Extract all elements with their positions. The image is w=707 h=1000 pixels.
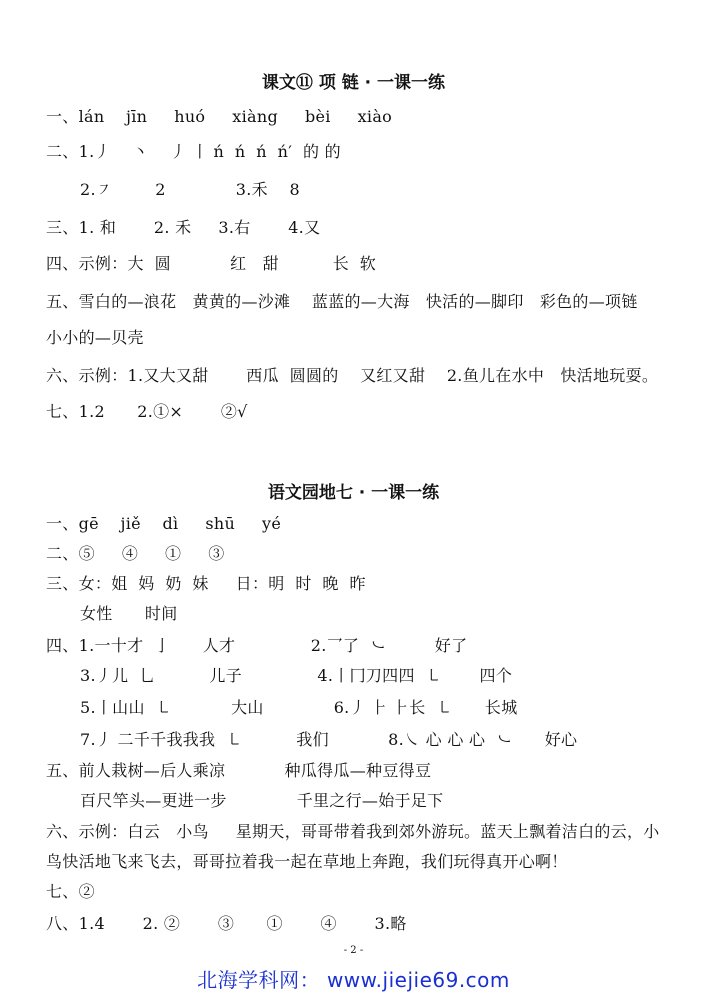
section2-title: 语文园地七 · 一课一练	[267, 483, 440, 503]
answer-line: 七、1.2 2.①× ②√	[46, 402, 248, 421]
page-number: - 2 -	[343, 945, 364, 956]
answer-line: 3.丿儿 乚 儿子 4.丨冂刀四四 ㇄ 四个	[80, 666, 513, 685]
answer-line: 鸟快活地飞来飞去，哥哥拉着我一起在草地上奔跑，我们玩得真开心啊！	[46, 852, 568, 871]
answer-line: 一、gē jiě dì shū yé	[46, 514, 282, 533]
answer-line: 五、前人栽树—后人乘凉 种瓜得瓜—种豆得豆	[46, 761, 432, 780]
answer-line: 二、1.丿 丶 丿 丨 ń ń ń ń′ 的 的	[46, 142, 341, 161]
answer-line: 四、示例：大 圆 红 甜 长 软	[46, 254, 377, 273]
answer-line: 七、②	[46, 882, 95, 901]
answer-line: 女性 时间	[80, 604, 178, 623]
answer-line: 2.㇇ 2 3.禾 8	[80, 180, 300, 199]
answer-line: 五、雪白的—浪花 黄黄的—沙滩 蓝蓝的—大海 快活的—脚印 彩色的—项链	[46, 292, 638, 311]
answer-line: 八、1.4 2. ② ③ ① ④ 3.略	[46, 914, 407, 933]
section1-title: 课文⑪ 项 链 · 一课一练	[261, 73, 446, 93]
answer-line: 六、示例：1.又大又甜 西瓜 圆圆的 又红又甜 2.鱼儿在水中 快活地玩耍。	[46, 366, 659, 385]
answer-line: 小小的—贝壳	[46, 328, 144, 347]
answer-line: 三、1. 和 2. 禾 3.右 4.又	[46, 218, 321, 237]
answer-line: 四、1.一十才 亅 人才 2.乛了 ㇃ 好了	[46, 636, 468, 655]
answer-line: 三、女：姐 妈 奶 妹 日：明 时 晚 昨	[46, 574, 366, 593]
answer-line: 7.丿 二千千我我我 ㇄ 我们 8.㇏ 心 心 心 ㇃ 好心	[80, 730, 578, 749]
answer-line: 5.丨山山 ㇄ 大山 6.丿 ⺊ ⺊长 ㇄ 长城	[80, 698, 518, 717]
answer-line: 六、示例：白云 小鸟 星期天，哥哥带着我到郊外游玩。蓝天上飘着洁白的云，小	[46, 822, 660, 841]
answer-line: 一、lán jīn huó xiàng bèi xiào	[46, 107, 393, 126]
answer-line: 二、⑤ ④ ① ③	[46, 544, 225, 563]
footer-watermark[interactable]: 北海学科网： www.jiejie69.com	[197, 968, 510, 992]
answer-line: 百尺竿头—更进一步 千里之行—始于足下	[80, 791, 444, 810]
